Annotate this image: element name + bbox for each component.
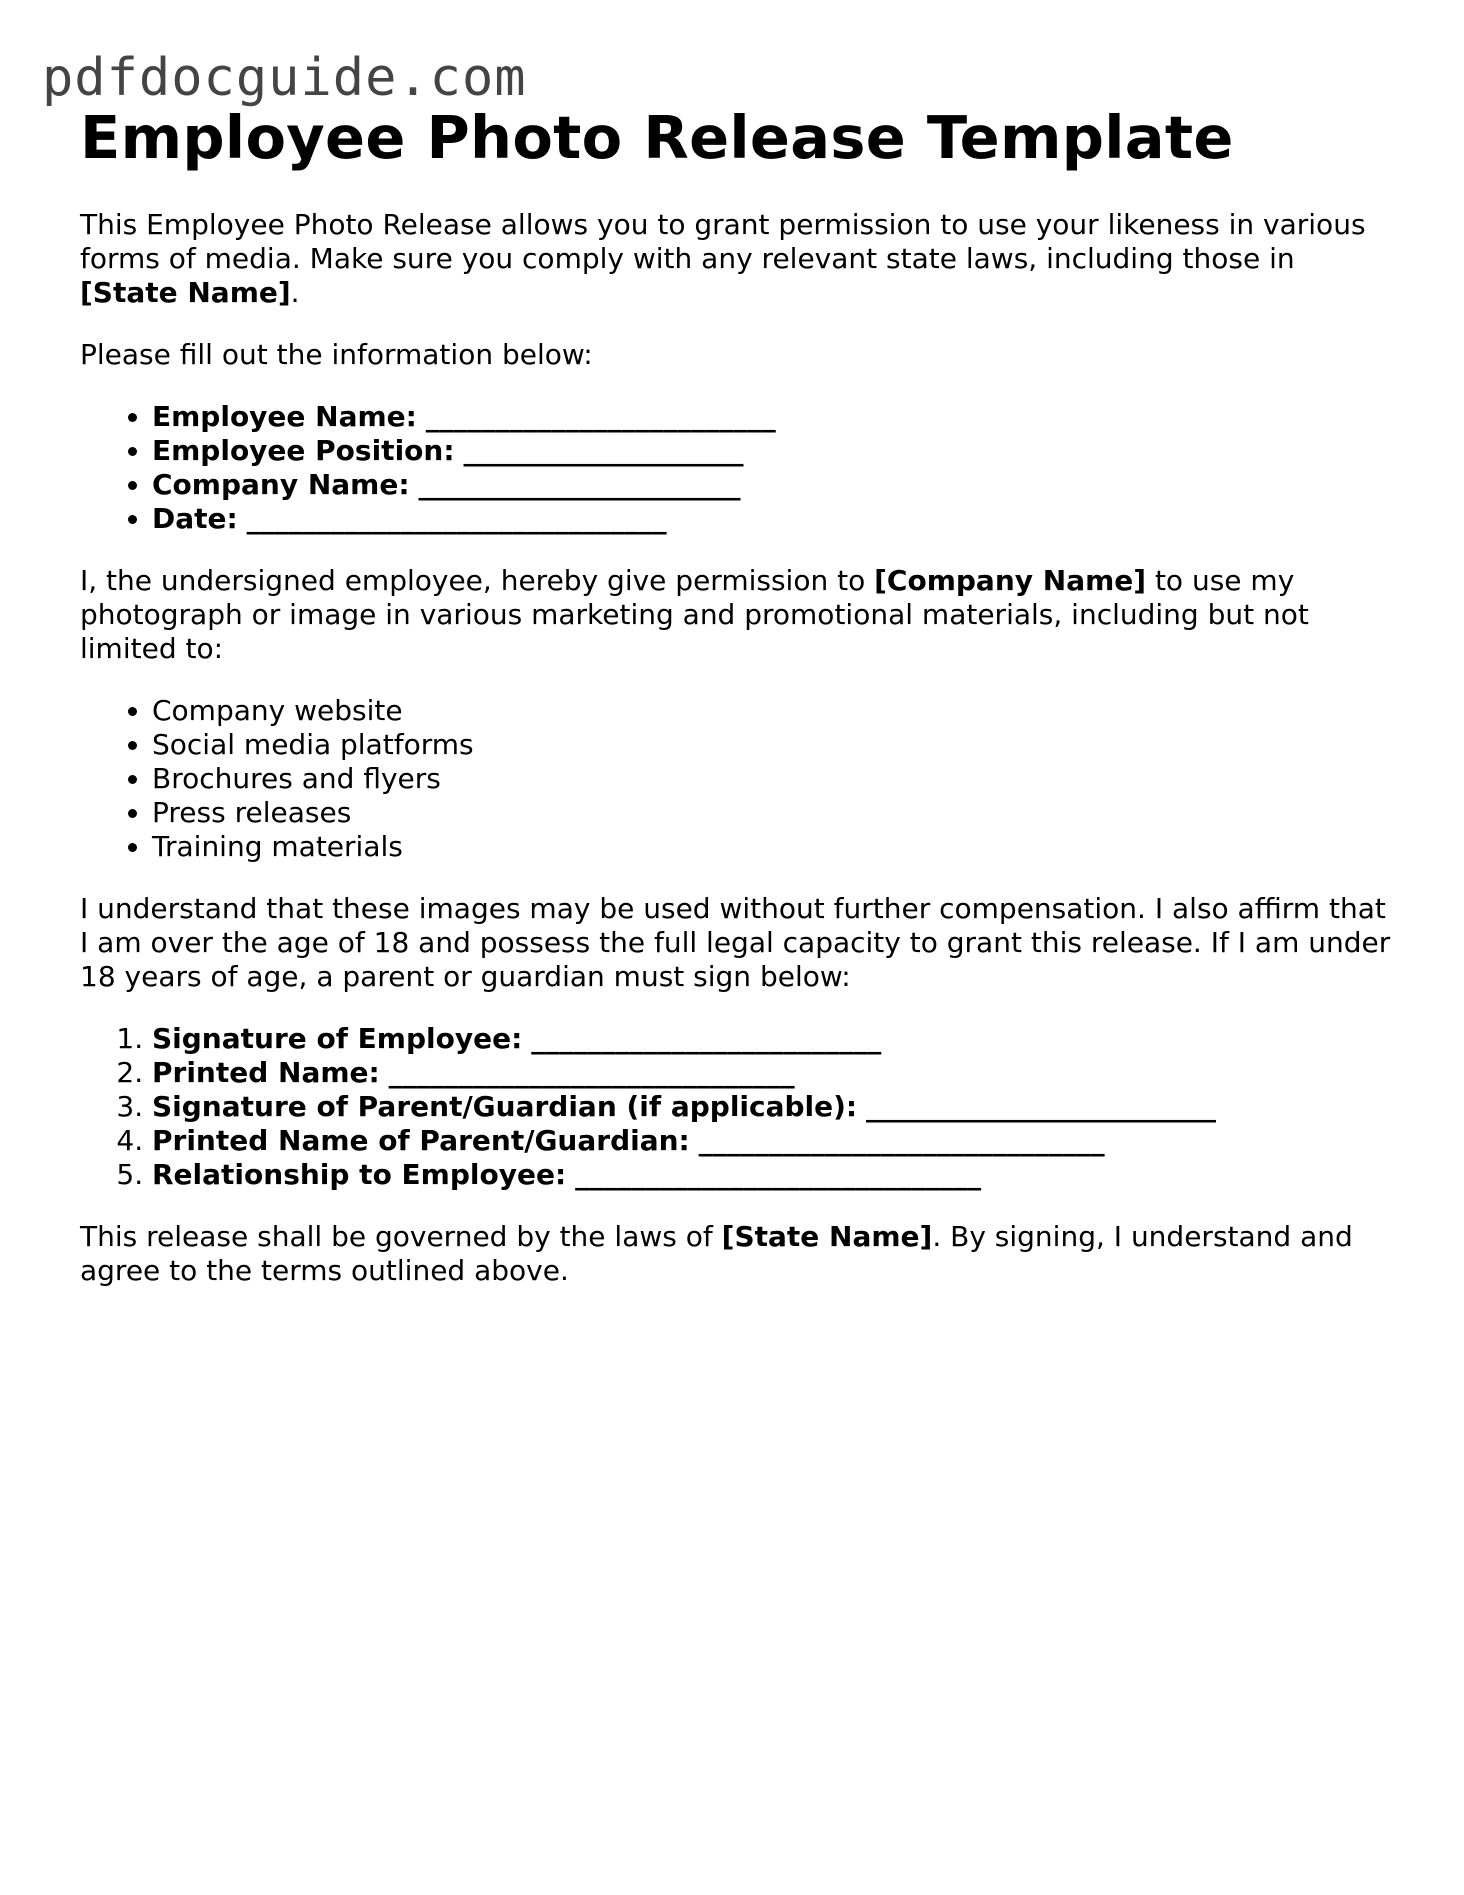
field-label: Date: — [152, 502, 238, 535]
governing-law-paragraph — [80, 1220, 1400, 1288]
field-blank-line: ____________________ — [463, 434, 744, 467]
permission-paragraph — [80, 564, 1400, 666]
intro-text-end: . — [290, 276, 300, 309]
field-label: Signature of Parent/Guardian (if applicable): — [152, 1090, 858, 1123]
field-blank-line: ______________________________ — [246, 502, 667, 535]
signature-field-parent — [152, 1090, 1400, 1124]
field-label: Employee Position: — [152, 434, 455, 467]
list-item: • Press releases — [152, 796, 1400, 830]
understand-paragraph: I understand that these images may be used without further compensation. I also affirm that I am over the age of 18 and possess the full legal capacity to grant this release. If I am under 18 years of age, a parent or guardian must sign below: — [80, 892, 1391, 993]
media-list — [80, 694, 1400, 864]
governed-text: This release shall be governed by the laws of — [80, 1220, 722, 1253]
field-blank-line: _____________________________ — [575, 1158, 982, 1191]
list-item: • Social media platforms — [152, 728, 1400, 762]
permission-text-end: to use my photograph or image in various marketing and promotional materials, including but not limited to: — [80, 564, 1309, 665]
document-page — [80, 100, 1400, 1288]
list-item: • Training materials — [152, 830, 1400, 864]
info-field-company-name — [152, 468, 1400, 502]
field-blank-line: _________________________ — [531, 1022, 882, 1055]
permission-text: I, the undersigned employee, hereby give permission to — [80, 564, 875, 597]
field-label: Company Name: — [152, 468, 410, 501]
watermark-text: pdfdocguide.com — [42, 48, 527, 108]
field-label: Printed Name: — [152, 1056, 380, 1089]
field-label: Relationship to Employee: — [152, 1158, 567, 1191]
state-name-placeholder: [State Name] — [80, 276, 291, 309]
signature-field-employee — [152, 1022, 1400, 1056]
field-label: Employee Name: — [152, 400, 417, 433]
info-field-date — [152, 502, 1400, 536]
signature-field-list — [80, 1022, 1400, 1192]
info-field-employee-name — [152, 400, 1400, 434]
list-item: • Brochures and flyers — [152, 762, 1400, 796]
info-field-employee-position — [152, 434, 1400, 468]
state-name-placeholder: [State Name] — [721, 1220, 933, 1253]
company-name-placeholder: [Company Name] — [874, 564, 1147, 597]
intro-text: This Employee Photo Release allows you to grant permission to use your likeness in various forms of media. Make sure you comply with any relevant state laws, including those in — [80, 208, 1366, 275]
info-field-list — [80, 400, 1400, 536]
page-title: Employee Photo Release Template — [80, 103, 1234, 172]
field-blank-line: _____________________________ — [698, 1124, 1105, 1157]
field-blank-line: _______________________ — [418, 468, 741, 501]
fill-prompt: Please fill out the information below: — [80, 338, 593, 371]
field-blank-line: _________________________ — [866, 1090, 1217, 1123]
field-blank-line: _____________________________ — [388, 1056, 795, 1089]
signature-field-parent-printed-name — [152, 1124, 1400, 1158]
intro-paragraph — [80, 208, 1400, 310]
field-label: Printed Name of Parent/Guardian: — [152, 1124, 690, 1157]
field-label: Signature of Employee: — [152, 1022, 523, 1055]
signature-field-relationship — [152, 1158, 1400, 1192]
signature-field-printed-name — [152, 1056, 1400, 1090]
field-blank-line: _________________________ — [425, 400, 776, 433]
governed-text-end: . By signing, I understand and agree to the terms outlined above. — [80, 1220, 1353, 1287]
list-item: • Company website — [152, 694, 1400, 728]
